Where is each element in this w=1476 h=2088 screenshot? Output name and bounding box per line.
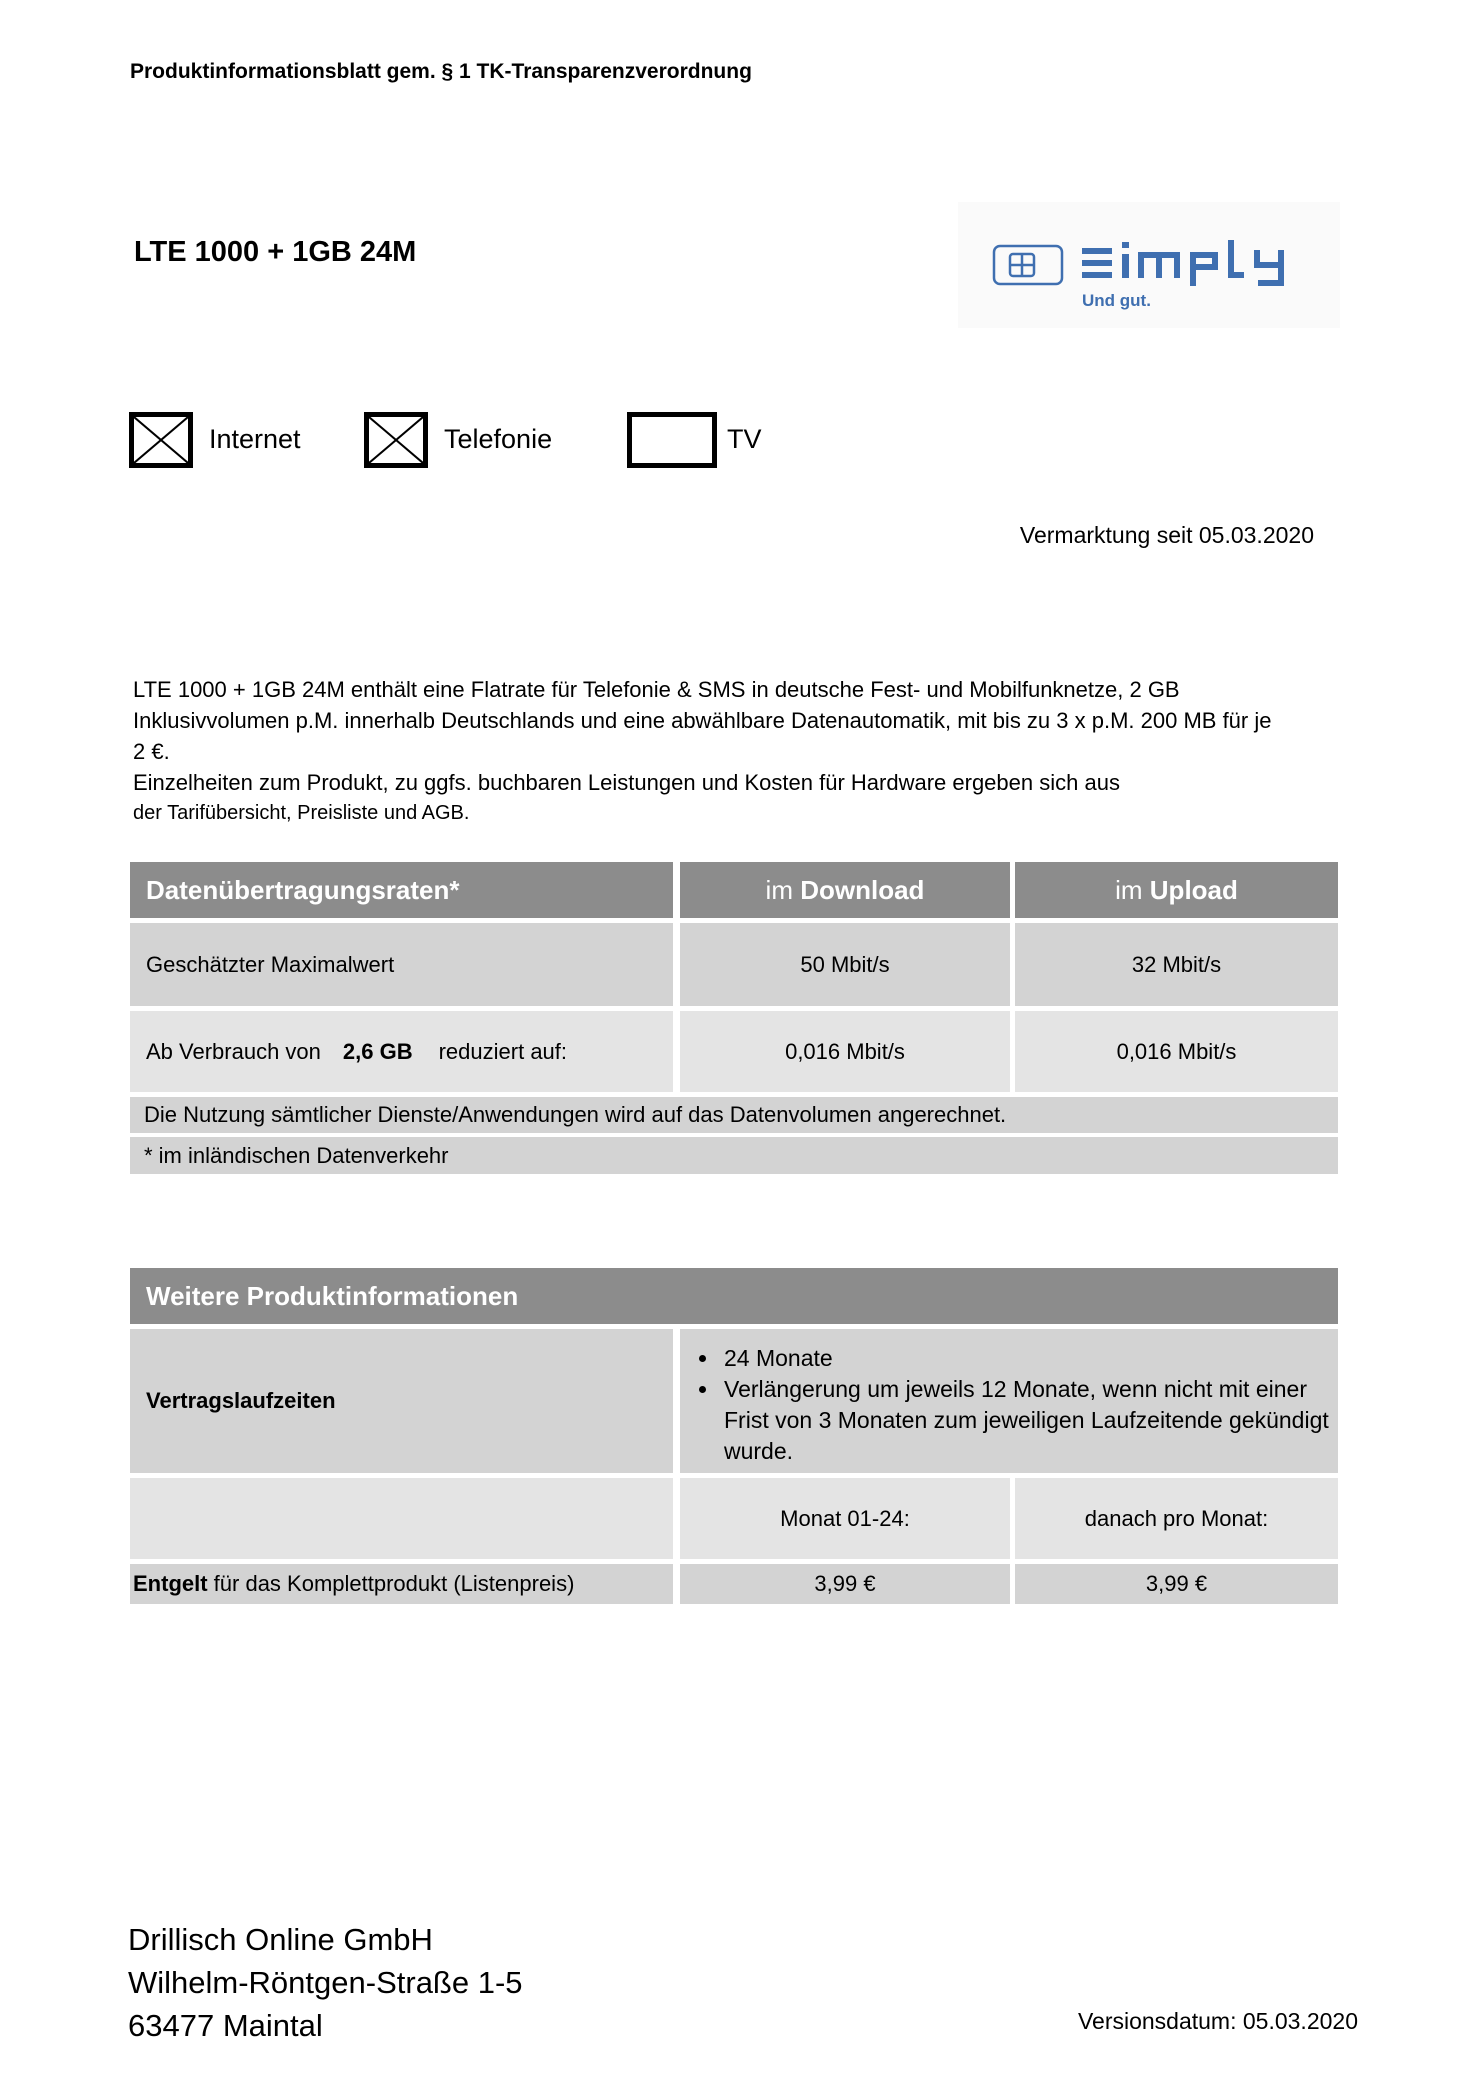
rates-header-upload <box>1015 862 1338 918</box>
description-line: 2 €. <box>133 739 170 764</box>
version-date: Versionsdatum: 05.03.2020 <box>1077 2008 1358 2034</box>
max-rate-label: Geschätzter Maximalwert <box>130 923 673 1006</box>
download-prefix: im <box>765 874 801 905</box>
description-line: Inklusivvolumen p.M. innerhalb Deutschlands und eine abwählbare Datenautomatik, mit bis zu 3 x p.M. 200 MB für je <box>133 708 1272 733</box>
marketing-date: Vermarktung seit 05.03.2020 <box>1019 522 1314 548</box>
tv-label: TV <box>727 424 762 454</box>
product-description <box>133 674 1353 829</box>
price-first: 3,99 € <box>680 1564 1010 1604</box>
tv-checkbox <box>627 412 717 468</box>
cross-mark-icon <box>369 417 423 463</box>
contract-bullet: • 24 Monate <box>720 1343 1338 1374</box>
internet-label: Internet <box>209 424 301 454</box>
max-rate-upload: 32 Mbit/s <box>1015 923 1338 1006</box>
domestic-note: * im inländischen Datenverkehr <box>130 1137 1338 1174</box>
contract-label: Vertragslaufzeiten <box>130 1329 673 1473</box>
reduced-rate-download: 0,016 Mbit/s <box>680 1011 1010 1092</box>
company-city: 63477 Maintal <box>128 2008 323 2043</box>
upload-prefix: im <box>1115 874 1150 905</box>
reduced-rate-label <box>130 1011 673 1092</box>
company-address <box>128 1918 523 2047</box>
sim-card-icon <box>994 246 1062 284</box>
description-line: der Tarifübersicht, Preisliste und AGB. <box>133 802 470 824</box>
download-word: Download <box>800 874 925 905</box>
reduced-rate-upload: 0,016 Mbit/s <box>1015 1011 1338 1092</box>
contract-details <box>680 1329 1338 1473</box>
reduced-label-suffix: reduziert auf: <box>438 1038 568 1064</box>
price-label-bold: Entgelt <box>133 1571 208 1596</box>
rates-header-label: Datenübertragungsraten* <box>130 862 673 918</box>
volume-threshold: 2,6 GB <box>342 1038 413 1064</box>
logo-tagline: Und gut. <box>1082 291 1151 310</box>
company-street: Wilhelm-Röntgen-Straße 1-5 <box>128 1965 523 2000</box>
period-blank-cell <box>130 1478 673 1559</box>
price-after: 3,99 € <box>1015 1564 1338 1604</box>
max-rate-download: 50 Mbit/s <box>680 923 1010 1006</box>
product-title: LTE 1000 + 1GB 24M <box>134 236 417 268</box>
simply-wordmark-icon <box>1082 240 1284 286</box>
cross-mark-icon <box>134 417 188 463</box>
description-line: Einzelheiten zum Produkt, zu ggfs. buchbaren Leistungen und Kosten für Hardware ergeben sich aus <box>133 770 1120 795</box>
description-line: LTE 1000 + 1GB 24M enthält eine Flatrate für Telefonie & SMS in deutsche Fest- und Mobilfunknetze, 2 GB <box>133 677 1180 702</box>
telefonie-checkbox <box>364 412 428 468</box>
contract-bullets <box>680 1343 1338 1467</box>
telefonie-label: Telefonie <box>444 424 553 454</box>
internet-checkbox <box>129 412 193 468</box>
simply-logo <box>958 202 1340 328</box>
info-header-label: Weitere Produktinformationen <box>130 1268 1338 1324</box>
rates-header-download <box>680 862 1010 918</box>
reduced-label-prefix: Ab Verbrauch von <box>146 1038 321 1064</box>
company-name: Drillisch Online GmbH <box>128 1922 433 1957</box>
price-label-rest: für das Komplettprodukt (Listenpreis) <box>207 1571 575 1596</box>
usage-note: Die Nutzung sämtlicher Dienste/Anwendungen wird auf das Datenvolumen angerechnet. <box>130 1097 1338 1133</box>
contract-bullet: • Verlängerung um jeweils 12 Monate, wenn nicht mit einer Frist von 3 Monaten zum jeweiligen Laufzeitende gekündigt wurde. <box>720 1374 1338 1467</box>
upload-word: Upload <box>1149 874 1238 905</box>
document-header: Produktinformationsblatt gem. § 1 TK-Transparenzverordnung <box>130 60 752 83</box>
price-label <box>130 1564 673 1604</box>
period-after: danach pro Monat: <box>1015 1478 1338 1559</box>
period-first: Monat 01-24: <box>680 1478 1010 1559</box>
